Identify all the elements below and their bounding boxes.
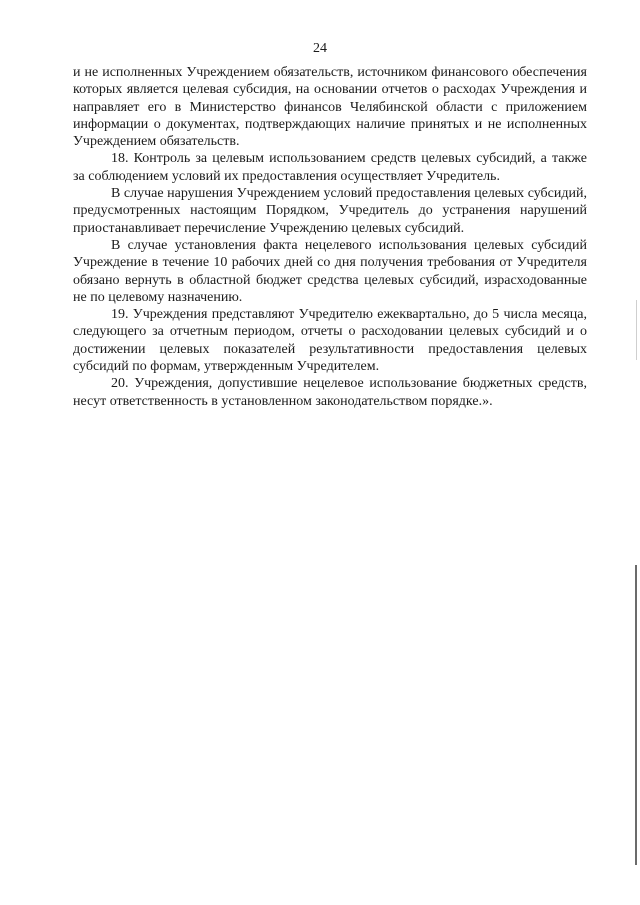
paragraph-20: 20. Учреждения, допустившие нецелевое использование бюджетных средств, несут ответственность в установленном законодательством порядке.». <box>73 376 587 409</box>
document-body <box>73 64 587 410</box>
paragraph-misuse: В случае установления факта нецелевого использования целевых субсидий Учреждение в течение 10 рабочих дней со дня получения требования от Учредителя обязано вернуть в областной бюджет средства целевых субсидий, израсходованные не по целевому назначению. <box>73 237 587 305</box>
page-number: 24 <box>313 41 327 56</box>
paragraph-continuation: и не исполненных Учреждением обязательств, источником финансового обеспечения которых является целевая субсидия, на основании отчетов о расходах Учреждения и направляет его в Министерство финансов Челябинской области с приложением информации о документах, подтверждающих наличие принятых и не исполненных Учреждением обязательств. <box>73 65 587 150</box>
paragraph-18: 18. Контроль за целевым использованием средств целевых субсидий, а также за соблюдением условий их предоставления осуществляет Учредитель. <box>73 151 587 184</box>
paragraph-violation: В случае нарушения Учреждением условий предоставления целевых субсидий, предусмотренных настоящим Порядком, Учредитель до устранения нарушений приостанавливает перечисление Учреждению целевых субсидий. <box>73 186 587 236</box>
paragraph-19: 19. Учреждения представляют Учредителю ежеквартально, до 5 числа месяца, следующего за отчетным периодом, отчеты о расходовании целевых субсидий и о достижении целевых показателей результативности предоставления целевых субсидий по формам, утвержденным Учредителем. <box>73 307 587 375</box>
scan-edge-line <box>635 565 637 865</box>
scan-edge-mark <box>636 300 637 360</box>
